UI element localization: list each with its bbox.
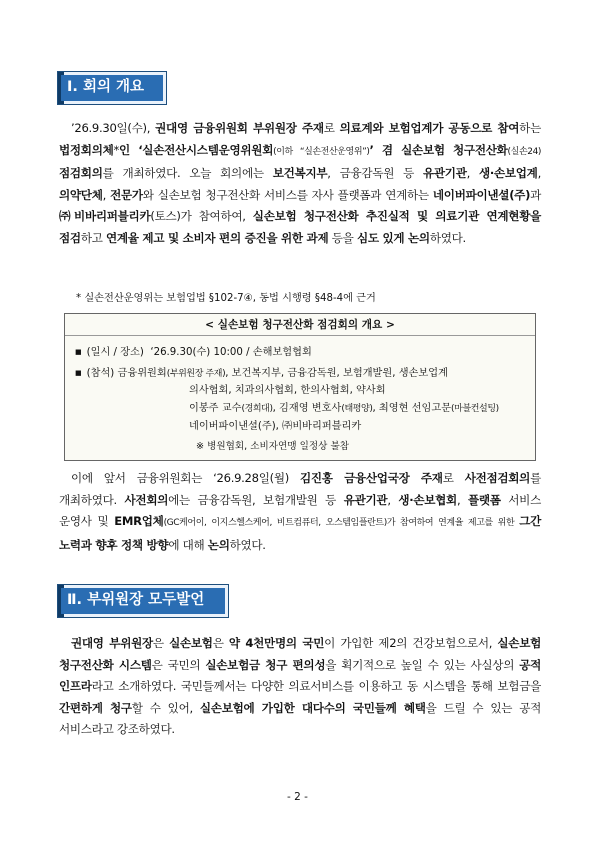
meeting-overview-box [64,313,536,461]
box-divider [65,335,535,336]
meeting-overview-paragraph: ’26.9.30일(수), 권대영 금융위원회 부위원장 주재로 의료계와 보험업계가 공동으로 참여하는 법정회의체*인 ‘실손전산시스템운영위원회(이하 “실손전산운영위”)’ 겸 실손보험 청구전산화(실손24) 점검회의를 개최하였다. 오늘 회의에는 보건복지부, 금융감독원 등 유관기관, 생·손보업계, 의약단체, 전문가와 실손보험 청구전산화 서비스를 자사 플랫폼과 연계하는 네이버파이낸셜(주)과 ㈜비바리퍼블리카(토스)가 참여하여, 실손보험 청구전산화 추진실적 및 의료기관 연계현황을 점검하고 연계율 제고 및 소비자 편의 증진을 위한 과제 등을 심도 있게 논의하였다. [59,121,542,245]
pre-meeting-paragraph: 이에 앞서 금융위원회는 ‘26.9.28일(월) 김진홍 금융산업국장 주재로 사전점검회의를 개최하였다. 사전회의에는 금융감독원, 보험개발원 등 유관기관, 생·손보협회, 플랫폼 서비스 운영사 및 EMR업체(GC케어이, 이지스헬스케어, 비트컴퓨터, 오스템임플란트)가 참여하여 연계율 제고를 위한 그간 노력과 향후 정책 방향에 대해 논의하였다. [59,471,541,552]
page-number: - 2 - [287,791,308,803]
box-date-row: ■ (일시 / 장소) ‘26.9.30(수) 10:00 / 손해보험협회 [75,347,312,358]
section-heading-1-text: Ⅰ. 회의 개요 [61,75,163,101]
box-attendees-row: ■ (참석) 금융위원회(부위원장 주재), 보건복지부, 금융감독원, 보험개발원, 생손보업계 [75,368,448,379]
box-absence-note: ※ 병원협회, 소비자연맹 일정상 불참 [196,441,350,452]
bullet-square-icon: ■ [75,369,82,377]
box-attendees-platforms: 네이버파이낸셜(주), ㈜비바리퍼블리카 [189,421,362,432]
footnote: * 실손전산운영위는 보험업법 §102-7④, 동법 시행령 §48-4에 근거 [76,293,376,304]
bullet-square-icon: ■ [75,348,82,356]
box-attendees-experts: 이봉주 교수(경희대), 김재영 변호사(태평양), 최영현 선임고문(마블컨설팅) [189,403,499,414]
vice-chair-remarks-paragraph: 권대영 부위원장은 실손보험은 약 4천만명의 국민이 가입한 제2의 건강보험으로서, 실손보험 청구전산화 시스템은 국민의 실손보험금 청구 편의성을 획기적으로 높일 수 있는 사실상의 공적 인프라라고 소개하였다. 국민들께서는 다양한 의료서비스를 이용하고 동 시스템을 통해 보험금을 간편하게 청구할 수 있어, 실손보험에 가입한 대다수의 국민들께 혜택을 드릴 수 있는 공적 서비스라고 강조하였다. [59,636,542,737]
section-heading-1 [57,71,167,105]
box-attendees-associations: 의사협회, 치과의사협회, 한의사협회, 약사회 [189,385,386,396]
section-heading-2 [57,584,229,618]
box-title: < 실손보험 청구전산화 점검회의 개요 > [205,319,395,331]
section-heading-2-text: Ⅱ. 부위원장 모두발언 [61,588,225,614]
